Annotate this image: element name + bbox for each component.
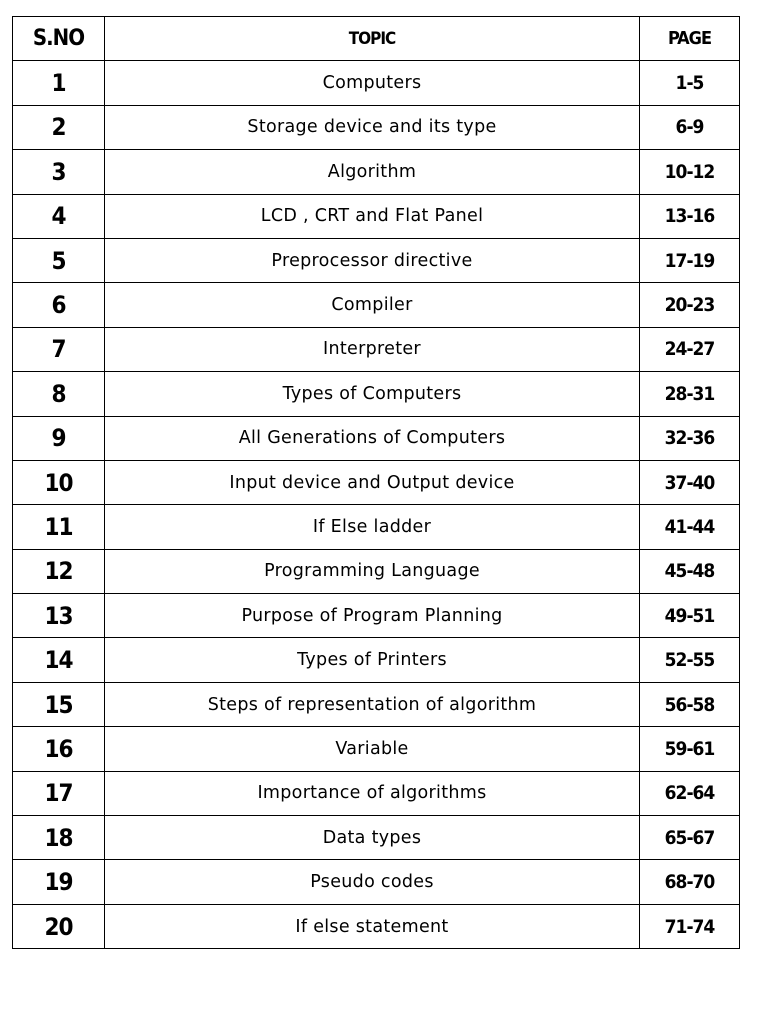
row-number: 19 bbox=[13, 860, 105, 904]
row-topic: Interpreter bbox=[105, 327, 640, 371]
table-row bbox=[13, 61, 740, 105]
header-row bbox=[13, 17, 740, 61]
row-topic: Steps of representation of algorithm bbox=[105, 682, 640, 726]
table-row bbox=[13, 682, 740, 726]
row-page-range: 56-58 bbox=[640, 682, 740, 726]
row-page-range: 20-23 bbox=[640, 283, 740, 327]
row-page-range: 71-74 bbox=[640, 904, 740, 948]
row-page-range: 52-55 bbox=[640, 638, 740, 682]
table-row bbox=[13, 283, 740, 327]
row-topic: Input device and Output device bbox=[105, 460, 640, 504]
table-row bbox=[13, 460, 740, 504]
row-topic: Types of Computers bbox=[105, 372, 640, 416]
table-row bbox=[13, 594, 740, 638]
header-sno: S.NO bbox=[13, 17, 105, 61]
header-page: PAGE bbox=[640, 17, 740, 61]
table-row bbox=[13, 860, 740, 904]
row-page-range: 37-40 bbox=[640, 460, 740, 504]
row-page-range: 17-19 bbox=[640, 238, 740, 282]
table-row bbox=[13, 105, 740, 149]
table-row bbox=[13, 727, 740, 771]
table-body bbox=[13, 61, 740, 949]
row-page-range: 10-12 bbox=[640, 150, 740, 194]
row-page-range: 59-61 bbox=[640, 727, 740, 771]
row-number: 14 bbox=[13, 638, 105, 682]
row-page-range: 13-16 bbox=[640, 194, 740, 238]
row-topic: Preprocessor directive bbox=[105, 238, 640, 282]
table-row bbox=[13, 194, 740, 238]
row-number: 9 bbox=[13, 416, 105, 460]
row-number: 16 bbox=[13, 727, 105, 771]
table-row bbox=[13, 549, 740, 593]
row-number: 18 bbox=[13, 816, 105, 860]
table-row bbox=[13, 238, 740, 282]
row-topic: Compiler bbox=[105, 283, 640, 327]
row-number: 10 bbox=[13, 460, 105, 504]
row-number: 3 bbox=[13, 150, 105, 194]
row-number: 7 bbox=[13, 327, 105, 371]
row-number: 15 bbox=[13, 682, 105, 726]
row-topic: Types of Printers bbox=[105, 638, 640, 682]
row-number: 17 bbox=[13, 771, 105, 815]
row-topic: If Else ladder bbox=[105, 505, 640, 549]
row-page-range: 45-48 bbox=[640, 549, 740, 593]
header-topic: TOPIC bbox=[105, 17, 640, 61]
row-topic: If else statement bbox=[105, 904, 640, 948]
row-topic: Data types bbox=[105, 816, 640, 860]
row-topic: Computers bbox=[105, 61, 640, 105]
table-of-contents bbox=[12, 16, 740, 949]
table-row bbox=[13, 505, 740, 549]
row-page-range: 24-27 bbox=[640, 327, 740, 371]
table-row bbox=[13, 816, 740, 860]
row-page-range: 68-70 bbox=[640, 860, 740, 904]
row-topic: Variable bbox=[105, 727, 640, 771]
row-number: 4 bbox=[13, 194, 105, 238]
row-number: 12 bbox=[13, 549, 105, 593]
table-row bbox=[13, 771, 740, 815]
row-topic: Importance of algorithms bbox=[105, 771, 640, 815]
row-number: 8 bbox=[13, 372, 105, 416]
row-topic: Algorithm bbox=[105, 150, 640, 194]
row-number: 2 bbox=[13, 105, 105, 149]
table-row bbox=[13, 327, 740, 371]
row-topic: Pseudo codes bbox=[105, 860, 640, 904]
row-number: 5 bbox=[13, 238, 105, 282]
table-row bbox=[13, 638, 740, 682]
row-number: 6 bbox=[13, 283, 105, 327]
table-row bbox=[13, 904, 740, 948]
row-number: 13 bbox=[13, 594, 105, 638]
row-page-range: 65-67 bbox=[640, 816, 740, 860]
row-page-range: 41-44 bbox=[640, 505, 740, 549]
row-topic: Storage device and its type bbox=[105, 105, 640, 149]
table-row bbox=[13, 416, 740, 460]
row-page-range: 6-9 bbox=[640, 105, 740, 149]
row-number: 11 bbox=[13, 505, 105, 549]
table-row bbox=[13, 150, 740, 194]
row-topic: All Generations of Computers bbox=[105, 416, 640, 460]
table-row bbox=[13, 372, 740, 416]
row-page-range: 62-64 bbox=[640, 771, 740, 815]
row-page-range: 28-31 bbox=[640, 372, 740, 416]
row-page-range: 1-5 bbox=[640, 61, 740, 105]
row-topic: Purpose of Program Planning bbox=[105, 594, 640, 638]
row-number: 20 bbox=[13, 904, 105, 948]
row-topic: LCD , CRT and Flat Panel bbox=[105, 194, 640, 238]
row-topic: Programming Language bbox=[105, 549, 640, 593]
row-page-range: 32-36 bbox=[640, 416, 740, 460]
row-number: 1 bbox=[13, 61, 105, 105]
row-page-range: 49-51 bbox=[640, 594, 740, 638]
